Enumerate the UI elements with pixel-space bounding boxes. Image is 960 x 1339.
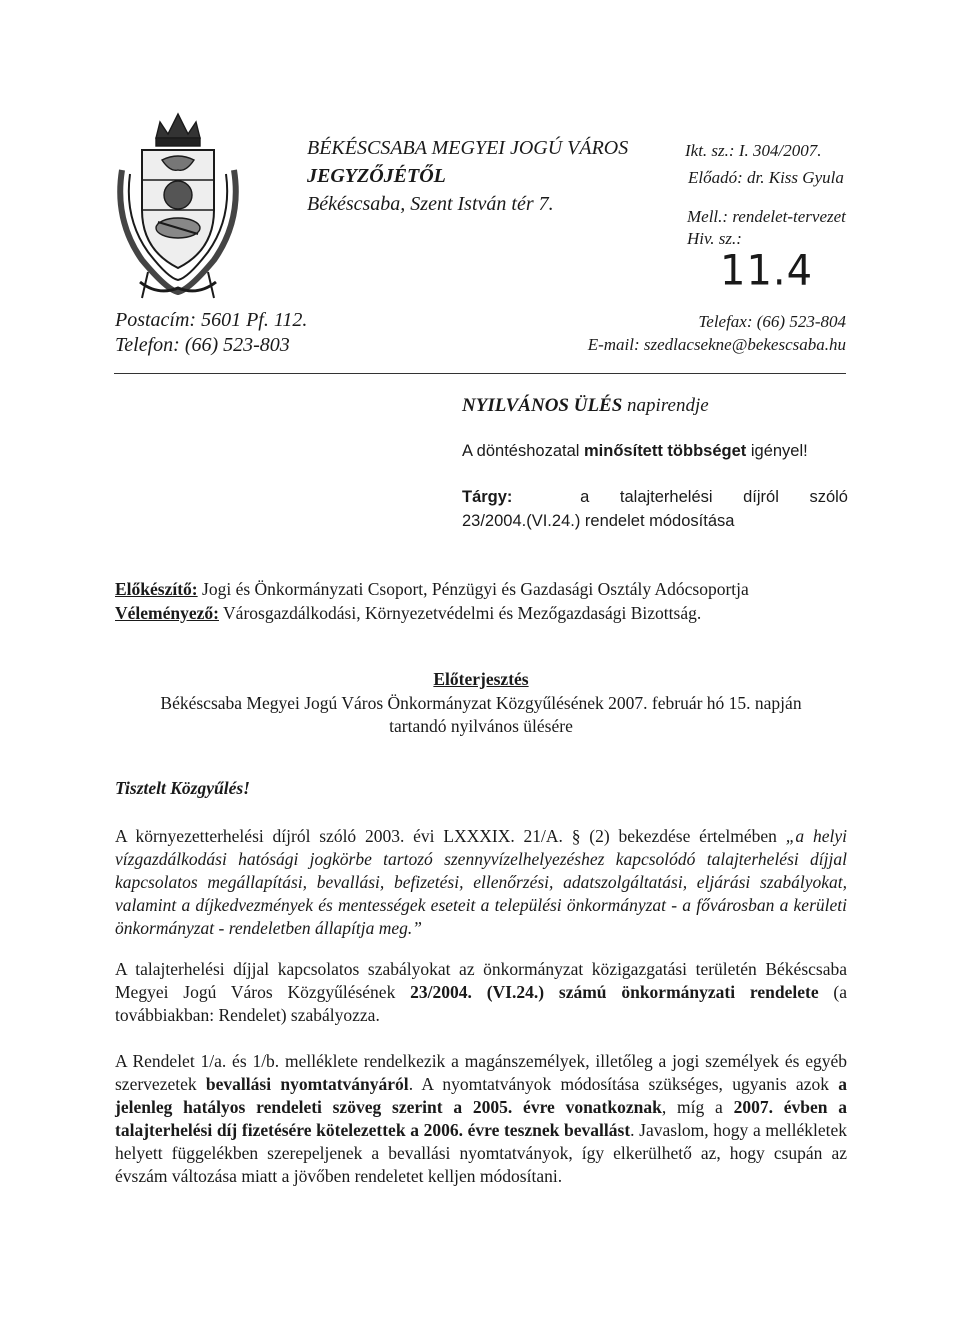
paragraph-3-a: A Rendelet 1/a. és 1/b. melléklete rendelkezik a magánszemélyek, illetőleg a jogi személyek és egyéb szervezetek [115,1051,847,1094]
office-name: JEGYZŐJÉTŐL [307,165,446,187]
majority-note [462,442,808,461]
proposal-title: Előterjesztés [433,669,529,689]
greeting: Tisztelt Közgyűlés! [115,778,250,798]
preparer-label: Előkészítő: [115,579,198,599]
reviewer-line [115,602,855,625]
fax: Telefax: (66) 523-804 [698,312,846,331]
handwritten-number: 11.4 [720,246,814,296]
subject-line-1 [462,488,848,507]
reviewer-label: Véleményező: [115,603,219,623]
ref-number: Ikt. sz.: I. 304/2007. [685,141,822,160]
presenter: Előadó: dr. Kiss Gyula [688,168,844,187]
coat-of-arms-icon [112,100,244,304]
city-title: BÉKÉSCSABA MEGYEI JOGÚ VÁROS [307,137,629,159]
paragraph-3-d: a jelenleg hatályos rendeleti szöveg szerint a 2005. évre vonatkoznak [115,1074,848,1117]
paragraph-1-quote: „a helyi vízgazdálkodási hatósági jogkörbe tartozó szennyvízelhelyezéshez kapcsolódó talajterhelési díjjal kapcsolatos megállapítási, bevallási, befizetési, ellenőrzési, adatszolgáltatási, eljárási szabályokat, valamint a díjkedvezmények és mentességek eseteit a települési önkormányzat - a fővárosban a kerületi önkormányzat - rendeletben állapítja meg.” [115,826,847,938]
subject-line-2: 23/2004.(VI.24.) rendelet módosítása [462,512,735,530]
email: E-mail: szedlacsekne@bekescsaba.hu [587,335,846,354]
subject-text-1: a talajterhelési díjról szóló [580,488,848,506]
paragraph-2-a: A talajterhelési díjjal kapcsolatos szabályokat az önkormányzat közigazgatási területén Békéscsaba Megyei Jogú Város Közgyűlésének [115,959,847,1002]
paragraph-3-e: , míg a [661,1097,734,1117]
header-rule [114,373,846,374]
postal-address: Postacím: 5601 Pf. 112. [115,309,308,331]
paragraph-3-g: . Javaslom, hogy a mellékletek helyett függelékben szerepeljenek a bevallási nyomtatványok, így elkerülhető az, hogy csupán az évszám változása miatt a jövőben rendeletet kelljen módosítani. [115,1120,847,1186]
hiv-sz: Hiv. sz.: [687,229,742,248]
reviewer-text: Városgazdálkodási, Környezetvédelmi és Mezőgazdasági Bizottság. [218,603,702,623]
proposal-line-1: Békéscsaba Megyei Jogú Város Önkormányzat Közgyűlésének 2007. február hó 15. napján [160,693,802,713]
attachment: Mell.: rendelet-tervezet [687,207,846,226]
paragraph-1-text: A környezetterhelési díjról szóló 2003. évi LXXXIX. 21/A. § (2) bekezdése értelmében [115,826,786,846]
office-address: Békéscsaba, Szent István tér 7. [307,193,554,215]
paragraph-3 [115,1050,847,1188]
paragraph-3-b: bevallási nyomtatványáról [205,1074,409,1094]
paragraph-1 [115,825,847,940]
subject-label: Tárgy: [462,488,513,506]
paragraph-3-c: . A nyomtatványok módosítása szükséges, ugyanis azok [408,1074,839,1094]
phone: Telefon: (66) 523-803 [115,334,290,356]
paragraph-2-b: 23/2004. (VI.24.) számú önkormányzati rendelete [410,982,819,1002]
majority-suffix: igényel! [746,442,808,460]
session-title [462,395,709,417]
paragraph-2 [115,958,847,1027]
majority-prefix: A döntéshozatal [462,442,585,460]
paragraph-3-f: 2007. évben a talajterhelési díj fizetésére kötelezettek a 2006. évre tesznek bevallást [115,1097,848,1140]
proposal-line-2: tartandó nyilvános ülésére [389,716,573,736]
preparer-text: Jogi és Önkormányzati Csoport, Pénzügyi és Gazdasági Osztály Adócsoportja [197,579,749,599]
session-title-rest: napirendje [622,395,709,416]
session-title-bold: NYILVÁNOS ÜLÉS [462,395,623,416]
majority-bold: minősített többséget [584,442,747,460]
paragraph-2-c: (a továbbiakban: Rendelet) szabályozza. [115,982,848,1025]
preparer-line [115,578,855,601]
